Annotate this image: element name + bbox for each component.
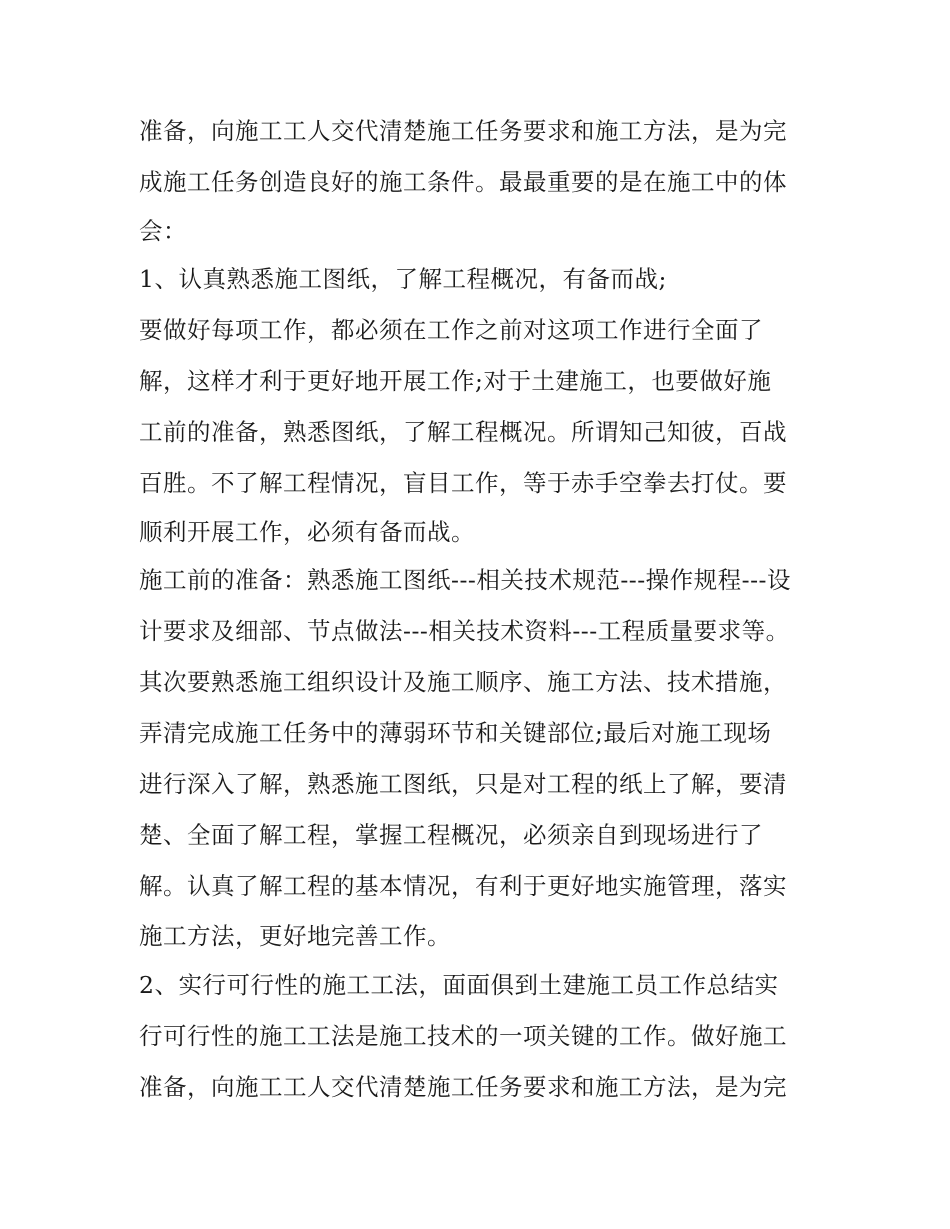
text-line: 准备，向施工工人交代清楚施工任务要求和施工方法，是为完	[139, 117, 787, 145]
text-line: 进行深入了解，熟悉施工图纸，只是对工程的纸上了解，要清	[139, 770, 787, 798]
text-line: 计要求及细部、节点做法---相关技术资料---工程质量要求等。	[139, 617, 790, 645]
text-line: 楚、全面了解工程，掌握工程概况，必须亲自到现场进行了	[139, 821, 763, 849]
text-line: 2、实行可行性的施工工法，面面俱到土建施工员工作总结实	[139, 971, 779, 999]
text-line: 成施工任务创造良好的施工条件。最最重要的是在施工中的体	[139, 168, 787, 196]
text-line: 要做好每项工作，都必须在工作之前对这项工作进行全面了	[139, 316, 763, 344]
text-line: 百胜。不了解工程情况，盲目工作，等于赤手空拳去打仗。要	[139, 469, 787, 497]
text-line: 施工前的准备：熟悉施工图纸---相关技术规范---操作规程---设	[139, 566, 791, 594]
text-line: 工前的准备，熟悉图纸，了解工程概况。所谓知己知彼，百战	[139, 418, 787, 446]
text-line: 1、认真熟悉施工图纸，了解工程概况，有备而战;	[139, 265, 667, 293]
text-line: 准备，向施工工人交代清楚施工任务要求和施工方法，是为完	[139, 1073, 787, 1101]
text-line: 其次要熟悉施工组织设计及施工顺序、施工方法、技术措施，	[139, 668, 787, 696]
document-body	[139, 106, 819, 1113]
text-line: 行可行性的施工工法是施工技术的一项关键的工作。做好施工	[139, 1022, 787, 1050]
text-line: 施工方法，更好地完善工作。	[139, 922, 451, 950]
text-line: 会：	[139, 217, 187, 245]
text-line: 顺利开展工作，必须有备而战。	[139, 518, 475, 546]
text-line: 弄清完成施工任务中的薄弱环节和关键部位;最后对施工现场	[139, 719, 772, 747]
text-line: 解，这样才利于更好地开展工作;对于土建施工，也要做好施	[139, 367, 772, 395]
text-line: 解。认真了解工程的基本情况，有利于更好地实施管理，落实	[139, 872, 787, 900]
